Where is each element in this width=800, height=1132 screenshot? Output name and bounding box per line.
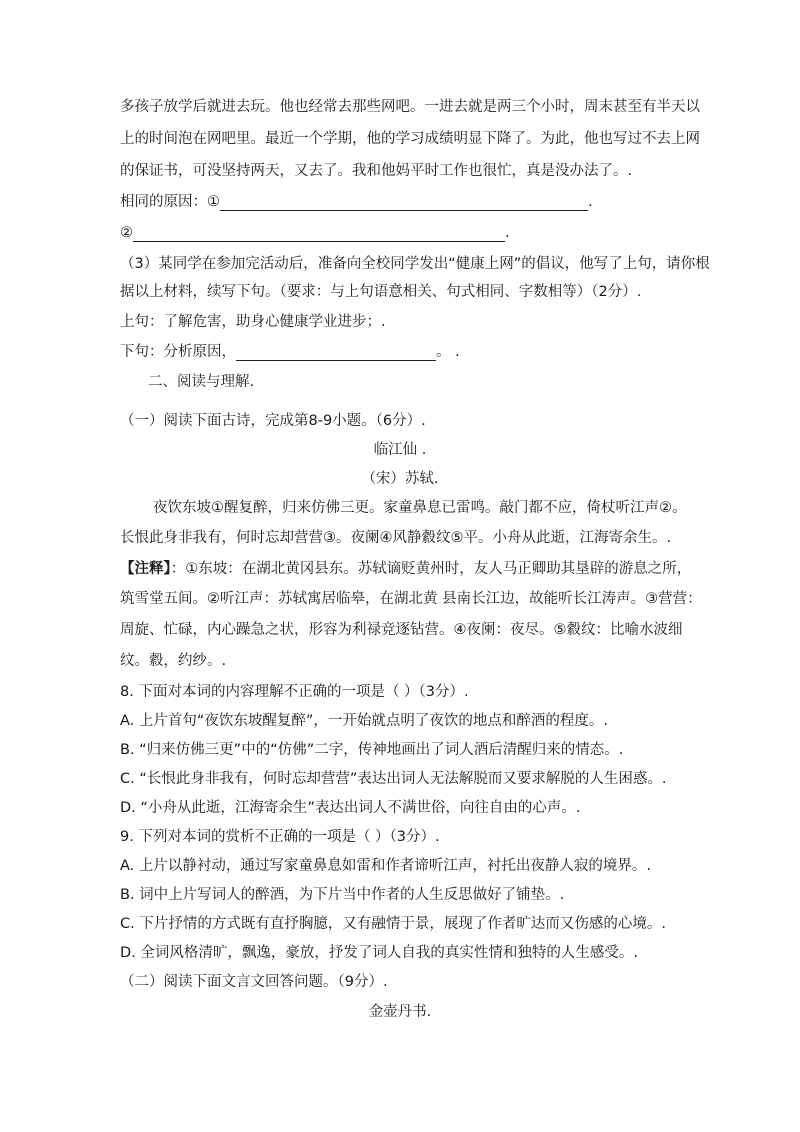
line-end: . (588, 194, 593, 210)
circle-two: ② (120, 225, 133, 241)
q3-line: 据以上材料，续写下句。（要求：与上句语意相关、句式相同、字数相等）（2分）. (120, 284, 642, 300)
q3-line: （3）某同学在参加完活动后，准备向全校同学发出“健康上网”的倡议，他写了上句，请你根 (120, 256, 710, 272)
poem-title: 临江仙 . (373, 442, 427, 458)
q9-option-a: A. 上片以静衬动，通过写家童鼻息如雷和作者谛听江声，衬托出夜静人寂的境界。. (120, 858, 651, 874)
question-9: 9. 下列对本词的赏析不正确的一项是（ ）（3分）. (120, 829, 440, 845)
answer-blank[interactable] (220, 196, 588, 211)
poem-line: 长恨此身非我有，何时忘却营营③。夜阑④风静縠纹⑤平。小舟从此逝，江海寄余生。. (120, 530, 672, 546)
same-reason-line (120, 193, 593, 211)
note-line: 纹。縠，约纱。. (120, 653, 227, 669)
question-8: 8. 下面对本词的内容理解不正确的一项是（ ）（3分）. (120, 684, 469, 700)
poem-line: 夜饮东坡①醒复醉，归来仿佛三更。家童鼻息已雷鸣。敲门都不应，倚杖听江声②。 (153, 500, 687, 516)
line-end: . (505, 225, 510, 241)
body-line: 上的时间泡在网吧里。最近一个学期，他的学习成绩明显下降了。为此，他也写过不去上网 (120, 131, 700, 147)
q8-option-c: C. “长恨此身非我有，何时忘却营营”表达出词人无法解脱而又要求解脱的人生困惑。. (120, 771, 667, 787)
line-end: 。 . (436, 344, 460, 360)
answer-blank[interactable] (236, 346, 436, 361)
answer-blank[interactable] (133, 227, 505, 242)
lower-sentence-line (120, 343, 460, 361)
q9-option-d: D. 全词风格清旷，飘逸，豪放，抒发了词人自我的真实性情和独特的人生感受。. (120, 945, 638, 961)
note-line (120, 560, 691, 578)
section-heading: 二、阅读与理解. (148, 374, 255, 390)
q8-option-d: D. “小舟从此逝，江海寄余生”表达出词人不满世俗，向往自由的心声。. (120, 800, 581, 816)
poem-author: （宋）苏轼. (361, 471, 439, 487)
note-label: 【注释】 (120, 561, 171, 577)
q9-option-b: B. 词中上片写词人的醉酒，为下片当中作者的人生反思做好了铺垫。. (120, 887, 565, 903)
q8-option-b: B. “归来仿佛三更”中的“仿佛”二字，传神地画出了词人酒后清醒归来的情态。. (120, 742, 624, 758)
part-intro: （一）阅读下面古诗，完成第8-9小题。（6分）. (120, 413, 426, 429)
prose-title: 金壶丹书. (368, 1004, 432, 1020)
note-line: 筑雪堂五间。②听江声：苏轼寓居临皋，在湖北黄 县南长江边，故能听长江涛声。③营营： (120, 591, 702, 607)
q9-option-c: C. 下片抒情的方式既有直抒胸臆，又有融情于景，展现了作者旷达而又伤感的心境。. (120, 916, 666, 932)
note-text: ：①东坡：在湖北黄冈县东。苏轼谪贬黄州时，友人马正卿助其垦辟的游息之所， (170, 561, 692, 577)
part-intro: （二）阅读下面文言文回答问题。（9分）. (120, 974, 388, 990)
body-line: 多孩子放学后就进去玩。他也经常去那些网吧。一进去就是两三个小时，周末甚至有半天以 (120, 99, 700, 115)
q8-option-a: A. 上片首句“夜饮东坡醒复醉”，一开始就点明了夜饮的地点和醉酒的程度。. (120, 713, 609, 729)
note-line: 周旋、忙碌，内心躁急之状，形容为利禄竞逐钻营。④夜阑：夜尽。⑤縠纹：比喻水波细 (120, 622, 683, 638)
same-reason-label: 相同的原因：① (120, 194, 220, 210)
upper-sentence: 上句：了解危害，助身心健康学业进步；. (120, 314, 386, 330)
reason2-line (120, 224, 510, 242)
body-line: 的保证书，可没坚持两天，又去了。我和他妈平时工作也很忙，真是没办法了。. (120, 163, 633, 179)
lower-label: 下句：分析原因， (120, 344, 236, 360)
